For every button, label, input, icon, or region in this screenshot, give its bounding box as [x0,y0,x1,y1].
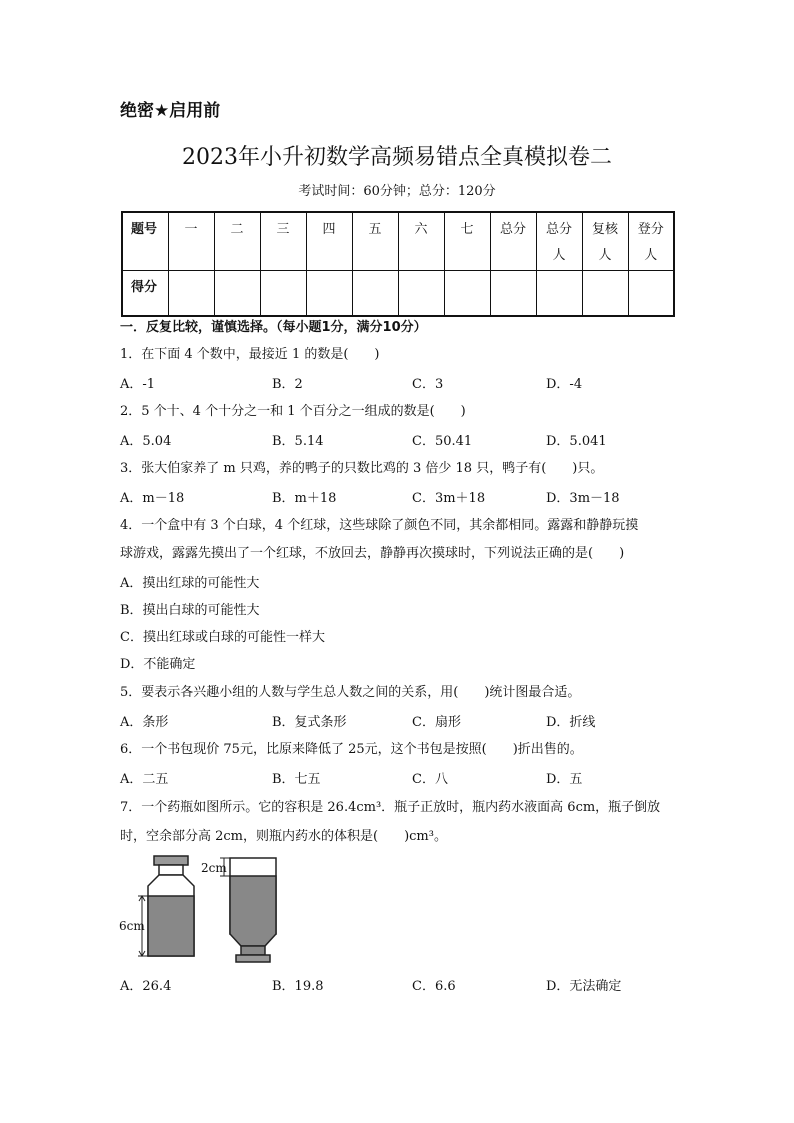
option-3b: B．m＋18 [272,491,337,506]
option-3c: C．3m＋18 [412,491,486,506]
option-2d: D．5.041 [546,434,607,449]
section-heading: 一．反复比较，谨慎选择。（每小题1分，满分10分） [120,320,427,335]
option-5b: B．复式条形 [272,715,347,730]
question-7-line-1: 7．一个药瓶如图所示。它的容积是 26.4cm³．瓶子正放时，瓶内药水液面高 6cm，瓶子倒放 [120,800,661,815]
option-7c: C．6.6 [412,979,456,994]
score-cell[interactable] [582,271,628,316]
option-5a: A．条形 [120,715,169,730]
score-table-header-row [122,212,674,271]
score-cell[interactable] [306,271,352,316]
confidential-mark: 绝密★启用前 [120,101,221,121]
score-cell[interactable] [398,271,444,316]
score-cell[interactable] [214,271,260,316]
option-4c: C．摸出红球或白球的可能性一样大 [120,630,325,645]
question-5: 5．要表示各兴趣小组的人数与学生总人数之间的关系，用( )统计图最合适。 [120,685,581,700]
question-7-line-2: 时，空余部分高 2cm，则瓶内药水的体积是( )cm³。 [120,829,447,844]
score-header-cell: 总分 [490,212,536,271]
option-3a: A．m－18 [120,491,185,506]
option-3d: D．3m－18 [546,491,620,506]
score-header-cell: 总分人 [536,212,582,271]
option-2a: A．5.04 [120,434,172,449]
question-2: 2．5 个十、4 个十分之一和 1 个百分之一组成的数是( ) [120,404,466,419]
score-table-score-row [122,271,674,316]
score-table [121,211,675,317]
option-5c: C．扇形 [412,715,461,730]
option-6d: D．五 [546,772,583,787]
liquid-height-label: 6cm [119,919,145,933]
exam-info: 考试时间：60分钟；总分：120分 [298,184,496,199]
score-header-cell: 一 [168,212,214,271]
question-4-line-2: 球游戏，露露先摸出了一个红球，不放回去，静静再次摸球时，下列说法正确的是( ) [120,546,625,561]
option-7d: D．无法确定 [546,979,622,994]
option-7a: A．26.4 [120,979,172,994]
option-1c: C．3 [412,377,444,392]
score-cell[interactable] [444,271,490,316]
option-2b: B．5.14 [272,434,324,449]
option-6a: A．二五 [120,772,169,787]
question-6: 6．一个书包现价 75元，比原来降低了 25元，这个书包是按照( )折出售的。 [120,742,583,757]
score-cell[interactable] [490,271,536,316]
score-cell[interactable] [168,271,214,316]
score-row-label: 得分 [122,271,168,316]
option-2c: C．50.41 [412,434,473,449]
option-5d: D．折线 [546,715,596,730]
score-header-cell: 题号 [122,212,168,271]
option-1a: A．-1 [120,377,156,392]
score-header-cell: 四 [306,212,352,271]
option-6c: C．八 [412,772,448,787]
option-4a: A．摸出红球的可能性大 [120,576,260,591]
score-cell[interactable] [352,271,398,316]
score-cell[interactable] [536,271,582,316]
question-1: 1．在下面 4 个数中，最接近 1 的数是( ) [120,347,380,362]
score-header-cell: 复核人 [582,212,628,271]
score-header-cell: 七 [444,212,490,271]
score-header-cell: 六 [398,212,444,271]
question-3: 3．张大伯家养了 m 只鸡，养的鸭子的只数比鸡的 3 倍少 18 只，鸭子有( )只。 [120,461,604,476]
score-header-cell: 登分人 [628,212,674,271]
score-cell[interactable] [260,271,306,316]
question-4-line-1: 4．一个盒中有 3 个白球，4 个红球，这些球除了颜色不同，其余都相同。露露和静静玩摸 [120,518,639,533]
option-1d: D．-4 [546,377,583,392]
option-6b: B．七五 [272,772,321,787]
empty-height-label: 2cm [201,861,227,875]
score-cell[interactable] [628,271,674,316]
option-4d: D．不能确定 [120,657,196,672]
score-header-cell: 五 [352,212,398,271]
score-header-cell: 三 [260,212,306,271]
score-header-cell: 二 [214,212,260,271]
option-7b: B．19.8 [272,979,324,994]
option-4b: B．摸出白球的可能性大 [120,603,260,618]
exam-title: 2023年小升初数学高频易错点全真模拟卷二 [182,145,612,170]
option-1b: B．2 [272,377,303,392]
medicine-bottle-figure [118,852,328,967]
